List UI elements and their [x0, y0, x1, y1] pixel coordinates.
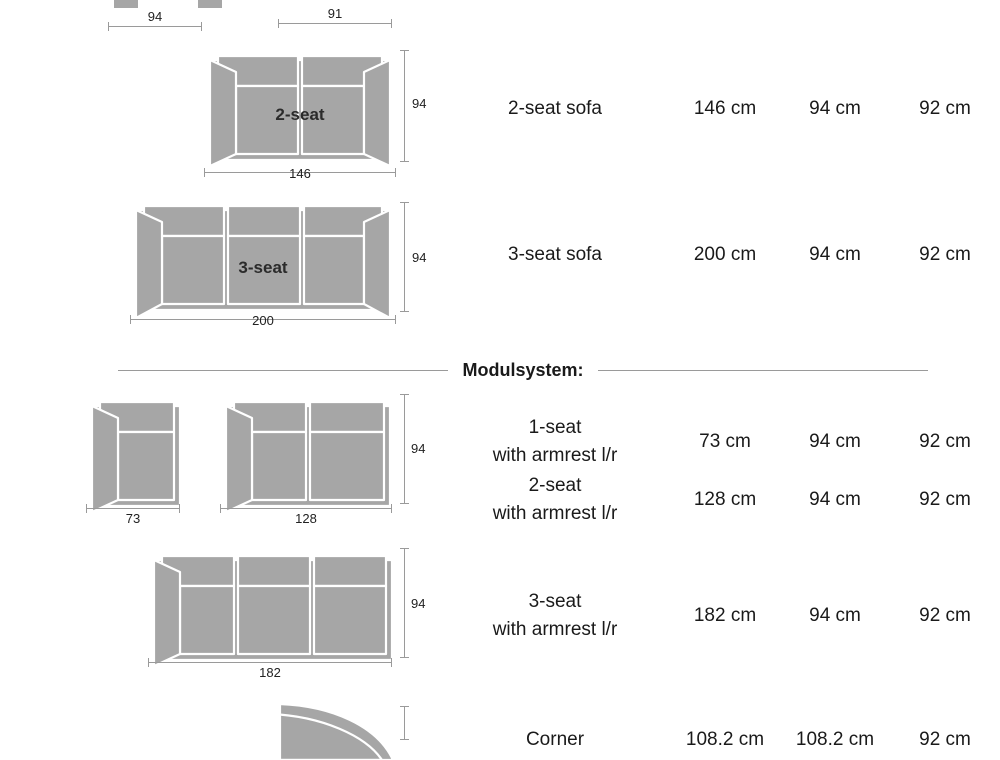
spec-name-line1: 2-seat sofa — [508, 98, 602, 119]
spec-name-1-seat-module — [440, 414, 670, 469]
two-seat-depth-label: 94 — [412, 96, 427, 111]
spec-width-corner-module: 108.2 cm — [685, 728, 765, 750]
three-seat-width-label: 200 — [252, 313, 274, 328]
module-one-seat-width-label: 73 — [125, 511, 141, 526]
spec-depth-3-seat-module: 94 cm — [809, 604, 861, 626]
stool-width-dim-line — [278, 23, 392, 24]
spec-row-2-seat-module — [440, 472, 1000, 527]
module-two-seat-depth-label: 94 — [411, 441, 426, 456]
spec-name-line2: with armrest l/r — [492, 502, 618, 524]
spec-width-3-seat-sofa: 200 cm — [693, 243, 757, 265]
module-three-seat-depth-dim-line — [404, 548, 405, 658]
armchair-width-dim-line — [108, 26, 202, 27]
spec-height-3-seat-sofa: 92 cm — [919, 243, 971, 265]
three-seat-sofa-drawing — [128, 192, 398, 318]
module-two-seat-drawing — [218, 388, 396, 512]
section-rule-right — [598, 370, 928, 371]
section-rule-left — [118, 370, 448, 371]
spec-name-line1: 2-seat — [528, 475, 582, 496]
spec-depth-2-seat-module: 94 cm — [809, 488, 861, 510]
spec-row-1-seat-module — [440, 414, 1000, 469]
spec-name-2-seat-sofa — [440, 95, 670, 123]
three-seat-depth-label: 94 — [412, 250, 427, 265]
module-corner-depth-dim-line — [404, 706, 405, 740]
spec-row-2-seat-sofa — [440, 95, 1000, 123]
spec-depth-1-seat-module: 94 cm — [809, 430, 861, 452]
module-two-seat-depth-dim-line — [404, 394, 405, 504]
module-one-seat-drawing — [84, 388, 188, 512]
modulsystem-section-header — [118, 360, 928, 381]
spec-row-3-seat-sofa — [440, 241, 1000, 269]
spec-depth-corner-module: 108.2 cm — [795, 728, 875, 750]
spec-name-line1: 1-seat — [528, 417, 582, 438]
module-two-seat-width-label: 128 — [295, 511, 317, 526]
spec-height-2-seat-sofa: 92 cm — [919, 97, 971, 119]
module-two-seat-width-dim-line — [220, 508, 392, 509]
spec-name-line1: 3-seat sofa — [508, 244, 602, 265]
spec-name-line1: 3-seat — [528, 591, 582, 612]
spec-height-corner-module: 92 cm — [919, 728, 971, 750]
armchair-width-label: 94 — [147, 9, 163, 24]
section-title: Modulsystem: — [462, 360, 584, 380]
spec-row-3-seat-module — [440, 588, 1000, 643]
spec-width-3-seat-module: 182 cm — [693, 604, 757, 626]
two-seat-width-label: 146 — [289, 166, 311, 181]
module-corner-drawing — [262, 700, 398, 760]
spec-width-1-seat-module: 73 cm — [699, 430, 751, 452]
two-seat-depth-dim-line — [404, 50, 405, 162]
module-three-seat-drawing — [146, 542, 398, 666]
spec-name-line2: with armrest l/r — [492, 618, 618, 640]
spec-width-2-seat-module: 128 cm — [693, 488, 757, 510]
two-seat-sofa-drawing — [202, 42, 398, 166]
spec-width-2-seat-sofa: 146 cm — [693, 97, 757, 119]
spec-height-2-seat-module: 92 cm — [919, 488, 971, 510]
spec-depth-3-seat-sofa: 94 cm — [809, 243, 861, 265]
spec-name-3-seat-module — [440, 588, 670, 643]
module-three-seat-depth-label: 94 — [411, 596, 426, 611]
three-seat-depth-dim-line — [404, 202, 405, 312]
spec-depth-2-seat-sofa: 94 cm — [809, 97, 861, 119]
spec-name-2-seat-module — [440, 472, 670, 527]
stool-width-label: 91 — [327, 6, 343, 21]
module-three-seat-width-label: 182 — [259, 665, 281, 680]
module-three-seat-width-dim-line — [148, 662, 392, 663]
module-one-seat-width-dim-line — [86, 508, 180, 509]
spec-height-1-seat-module: 92 cm — [919, 430, 971, 452]
spec-name-line1: Corner — [525, 729, 585, 750]
spec-name-3-seat-sofa — [440, 241, 670, 269]
spec-height-3-seat-module: 92 cm — [919, 604, 971, 626]
three-seat-caption: 3-seat — [238, 258, 288, 277]
spec-name-line2: with armrest l/r — [492, 444, 618, 466]
two-seat-caption: 2-seat — [275, 105, 325, 124]
